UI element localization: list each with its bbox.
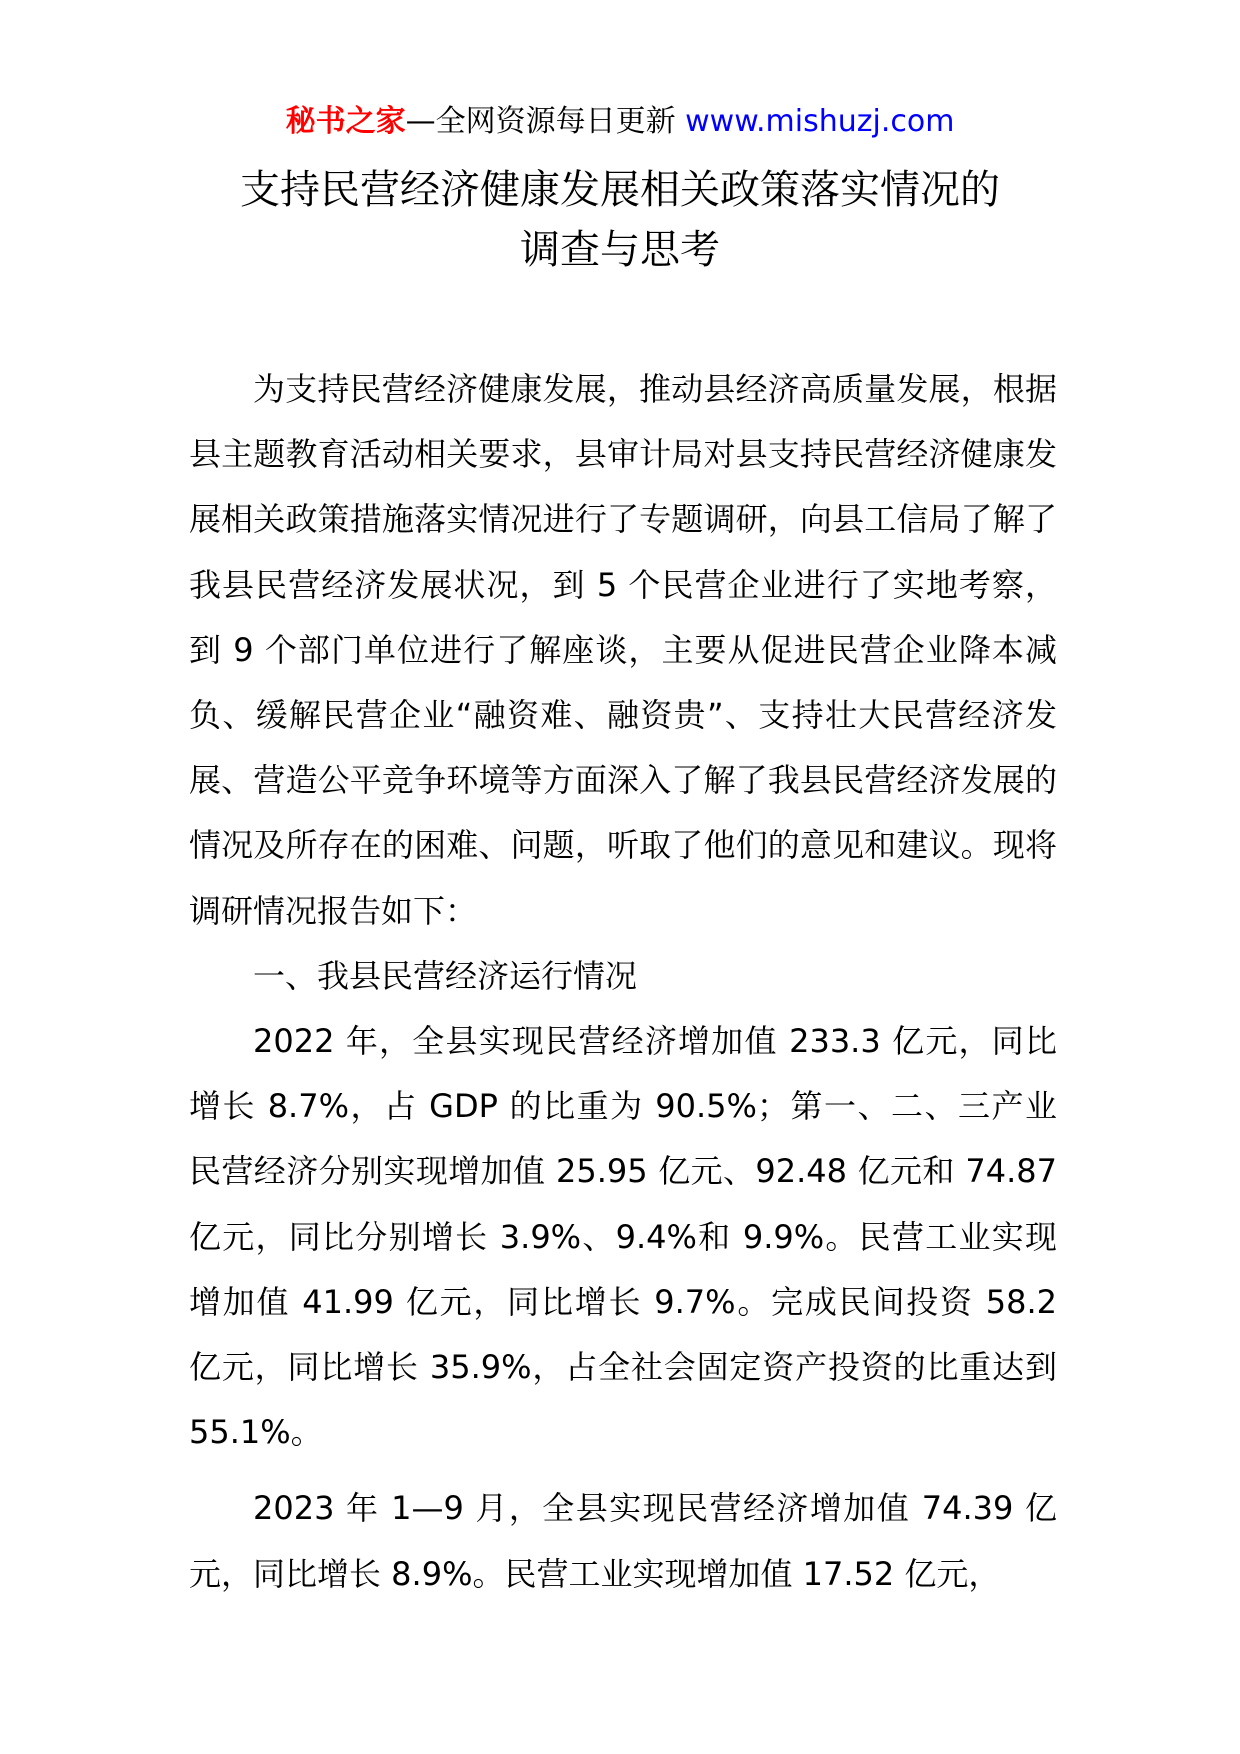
site-url-link[interactable]: www.mishuzj.com [685, 104, 955, 139]
paragraph-2023-stats: 2023 年 1—9 月，全县实现民营经济增加值 74.39 亿元，同比增长 8.9%。民营工业实现增加值 17.52 亿元， [189, 1489, 1057, 1593]
site-header [0, 102, 1240, 142]
title-line-2: 调查与思考 [520, 227, 720, 273]
site-slogan: —全网资源每日更新 [405, 104, 686, 139]
paragraph-2022-stats: 2022 年，全县实现民营经济增加值 233.3 亿元，同比增长 8.7%，占 GDP 的比重为 90.5%；第一、二、三产业民营经济分别实现增加值 25.95 亿元、92.48 亿元和 74.87 亿元，同比分别增长 3.9%、9.4%和 9.9%。民营工业实现增加值 41.99 亿元，同比增长 9.7%。完成民间投资 58.2 亿元，同比增长 35.9%，占全社会固定资产投资的比重达到 55.1%。 [189, 1022, 1057, 1452]
section-heading: 一、我县民营经济运行情况 [253, 956, 638, 995]
document-title [0, 160, 1240, 280]
document-body [189, 357, 1057, 1607]
title-line-1: 支持民营经济健康发展相关政策落实情况的 [240, 167, 1000, 213]
site-brand: 秘书之家 [285, 104, 406, 139]
paragraph-intro: 为支持民营经济健康发展，推动县经济高质量发展，根据县主题教育活动相关要求，县审计局对县支持民营经济健康发展相关政策措施落实情况进行了专题调研，向县工信局了解了我县民营经济发展状况，到 5 个民营企业进行了实地考察，到 9 个部门单位进行了解座谈，主要从促进民营企业降本减负、缓解民营企业“融资难、融资贵”、支持壮大民营经济发展、营造公平竞争环境等方面深入了解了我县民营经济发展的情况及所存在的困难、问题，听取了他们的意见和建议。现将调研情况报告如下： [189, 370, 1057, 930]
